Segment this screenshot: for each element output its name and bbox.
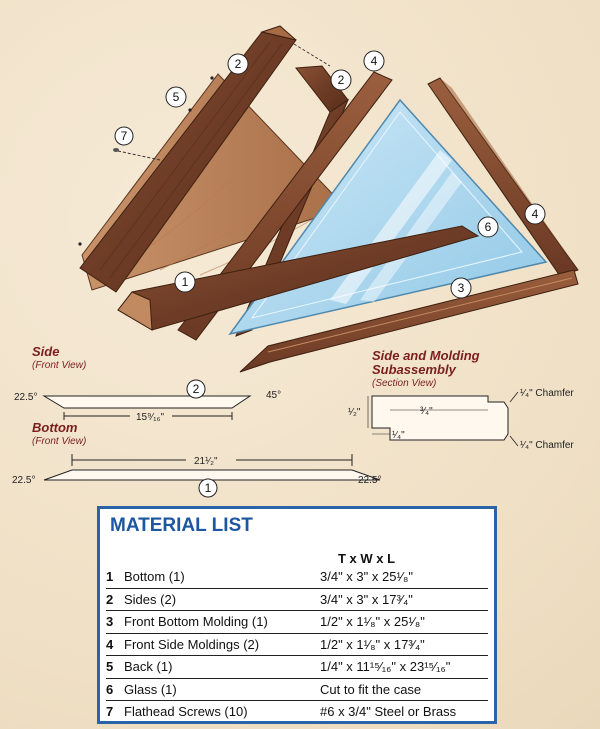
bottom-angle-left: 22.5° (12, 475, 36, 486)
bottom-view-title: Bottom (32, 420, 78, 435)
callout-4b (525, 204, 545, 224)
bottom-front-view (12, 420, 381, 497)
subassembly-subtitle: (Section View) (372, 378, 437, 389)
bottom-length: 21¹⁄₂" (194, 456, 218, 467)
svg-text:2: 2 (192, 382, 200, 396)
material-row: 2 Sides (2) 3/4" x 3" x 17³⁄₄" (106, 589, 488, 612)
svg-text:1: 1 (181, 275, 189, 289)
chamfer-bottom: ¹⁄₄" Chamfer (520, 440, 574, 451)
material-row: 6 Glass (1) Cut to fit the case (106, 679, 488, 702)
svg-text:2: 2 (234, 57, 242, 71)
svg-text:4: 4 (370, 54, 378, 68)
screw-icon (113, 148, 160, 160)
side-length: 15⁹⁄₁₆" (136, 412, 165, 423)
svg-text:7: 7 (120, 129, 128, 143)
side-angle-left: 22.5° (14, 392, 38, 403)
callout-7 (115, 127, 133, 145)
dim-quarter: ¹⁄₄" (392, 430, 405, 441)
svg-text:2: 2 (337, 73, 345, 87)
callout-2a (228, 54, 248, 74)
svg-text:4: 4 (531, 207, 539, 221)
callout-1 (175, 272, 195, 292)
material-list-header: T x W x L (338, 551, 396, 566)
svg-text:5: 5 (172, 90, 180, 104)
material-row: 5 Back (1) 1/4" x 11¹⁵⁄₁₆" x 23¹⁵⁄₁₆" (106, 656, 488, 679)
material-row: 4 Front Side Moldings (2) 1/2" x 1¹⁄₈" x 17³⁄₄" (106, 634, 488, 657)
material-row: 7 Flathead Screws (10) #6 x 3/4" Steel or Brass (106, 704, 457, 720)
callout-2b (331, 70, 351, 90)
svg-text:3: 3 (457, 281, 465, 295)
subassembly-section (348, 348, 574, 451)
callout-5 (166, 87, 186, 107)
bottom-angle-right: 22.5° (358, 475, 382, 486)
material-list-rows (106, 566, 488, 723)
material-row: 1 Bottom (1) 3/4" x 3" x 25¹⁄₈" (106, 566, 488, 589)
side-front-view (14, 344, 281, 423)
chamfer-top: ¹⁄₄" Chamfer (520, 388, 574, 399)
side-angle-right: 45° (266, 390, 282, 401)
bottom-view-subtitle: (Front View) (32, 436, 87, 447)
svg-text:1: 1 (204, 481, 212, 495)
side-view-title: Side (32, 344, 60, 359)
material-row: 3 Front Bottom Molding (1) 1/2" x 1¹⁄₈" x 25¹⁄₈" (106, 611, 488, 634)
callout-3 (451, 278, 471, 298)
callout-6 (478, 217, 498, 237)
subassembly-title-2: Subassembly (372, 362, 456, 377)
side-view-subtitle: (Front View) (32, 360, 87, 371)
svg-text:6: 6 (484, 220, 492, 234)
material-list-title: MATERIAL LIST (110, 515, 253, 536)
dim-half: ¹⁄₂" (348, 407, 361, 418)
material-list (97, 506, 497, 724)
subassembly-title-1: Side and Molding (372, 348, 480, 363)
callout-4a (364, 51, 384, 71)
dim-three-quarter: ³⁄₄" (420, 406, 433, 417)
